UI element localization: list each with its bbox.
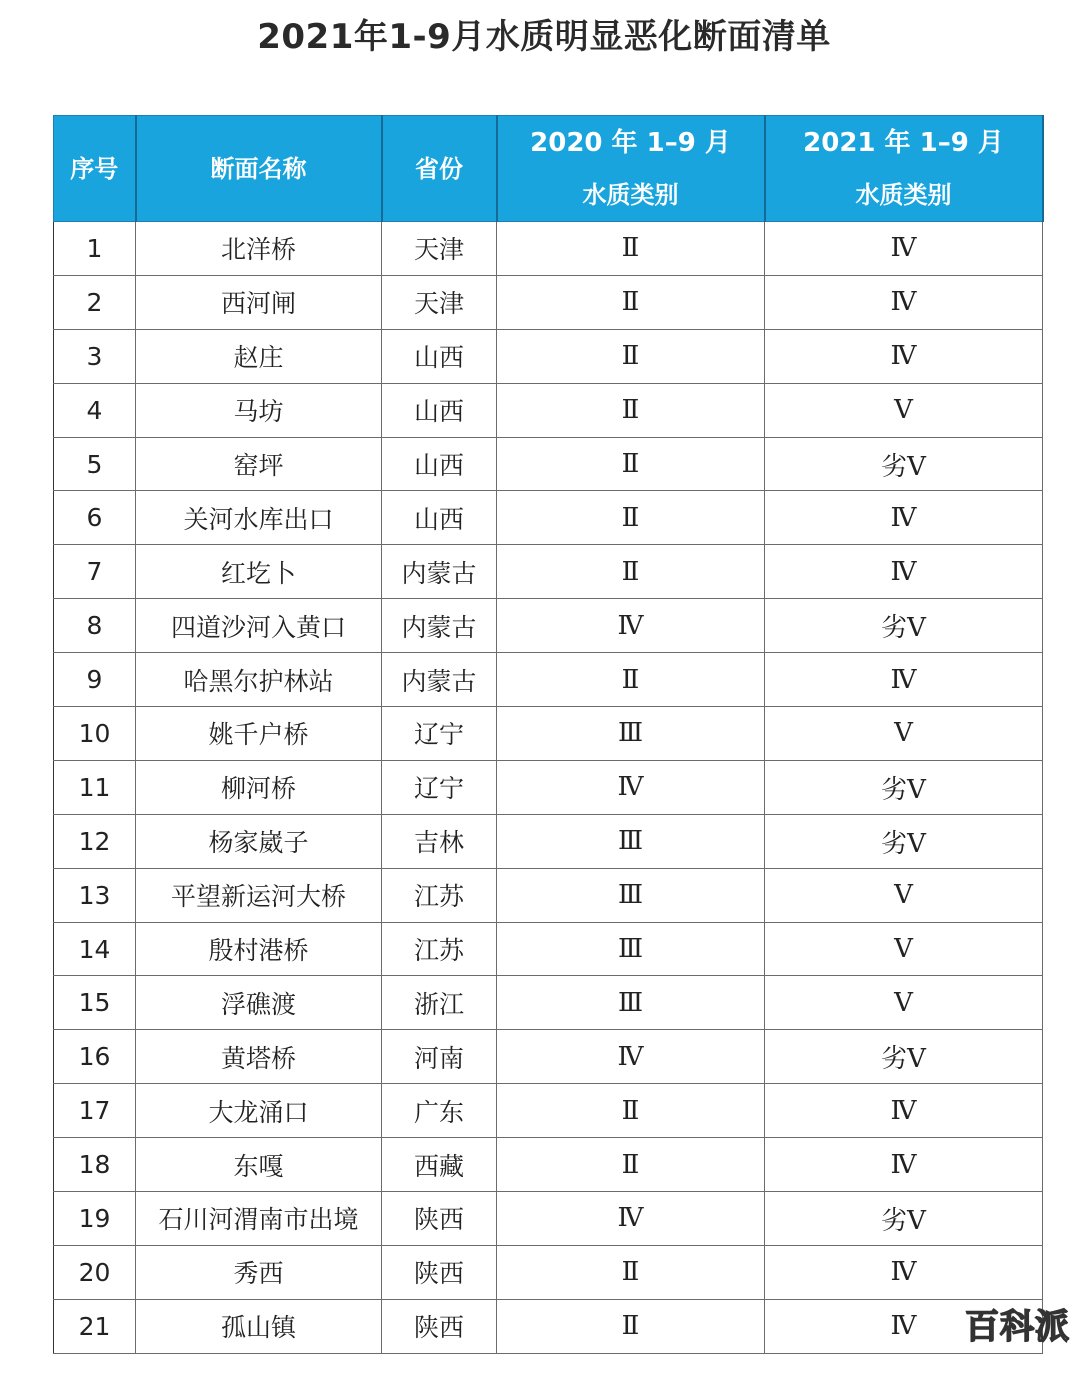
table-row <box>54 491 1043 545</box>
cell-no: 5 <box>54 437 136 491</box>
table-row <box>54 437 1043 491</box>
cell-no: 9 <box>54 653 136 707</box>
cell-section-name: 平望新运河大桥 <box>136 868 382 922</box>
table-header <box>54 116 1043 222</box>
cell-grade-2021: 劣Ⅴ <box>765 760 1043 814</box>
cell-province: 天津 <box>382 222 497 276</box>
table-row <box>54 1084 1043 1138</box>
table-row <box>54 814 1043 868</box>
cell-section-name: 柳河桥 <box>136 760 382 814</box>
header-2021-period: 2021 年 1–9 月 <box>803 127 1004 158</box>
cell-province: 吉林 <box>382 814 497 868</box>
table-row <box>54 653 1043 707</box>
cell-province: 陕西 <box>382 1245 497 1299</box>
cell-grade-2020: Ⅲ <box>497 814 765 868</box>
cell-grade-2021: Ⅳ <box>765 653 1043 707</box>
cell-grade-2020: Ⅲ <box>497 868 765 922</box>
cell-province: 内蒙古 <box>382 599 497 653</box>
table-row <box>54 222 1043 276</box>
cell-section-name: 石川河渭南市出境 <box>136 1192 382 1246</box>
cell-grade-2020: Ⅱ <box>497 1299 765 1353</box>
cell-grade-2021: Ⅳ <box>765 1245 1043 1299</box>
cell-province: 陕西 <box>382 1299 497 1353</box>
cell-grade-2020: Ⅱ <box>497 1084 765 1138</box>
cell-province: 山西 <box>382 383 497 437</box>
cell-grade-2021: Ⅳ <box>765 491 1043 545</box>
cell-grade-2021: Ⅳ <box>765 1299 1043 1353</box>
cell-grade-2021: Ⅳ <box>765 329 1043 383</box>
table-row <box>54 545 1043 599</box>
table-row <box>54 599 1043 653</box>
table-row <box>54 1299 1043 1353</box>
cell-section-name: 孤山镇 <box>136 1299 382 1353</box>
cell-no: 4 <box>54 383 136 437</box>
cell-grade-2020: Ⅱ <box>497 1138 765 1192</box>
cell-section-name: 黄塔桥 <box>136 1030 382 1084</box>
cell-grade-2021: Ⅴ <box>765 383 1043 437</box>
header-2021 <box>765 116 1043 222</box>
cell-no: 13 <box>54 868 136 922</box>
watermark-logo: 百科派 <box>965 1307 1070 1347</box>
header-province: 省份 <box>382 116 497 222</box>
cell-province: 河南 <box>382 1030 497 1084</box>
table-row <box>54 1138 1043 1192</box>
page-title: 2021年1-9月水质明显恶化断面清单 <box>257 17 831 57</box>
cell-no: 15 <box>54 976 136 1030</box>
cell-no: 16 <box>54 1030 136 1084</box>
cell-section-name: 殷村港桥 <box>136 922 382 976</box>
cell-province: 浙江 <box>382 976 497 1030</box>
cell-grade-2020: Ⅲ <box>497 707 765 761</box>
table-row <box>54 329 1043 383</box>
cell-grade-2021: 劣Ⅴ <box>765 1192 1043 1246</box>
table-row <box>54 1192 1043 1246</box>
cell-section-name: 马坊 <box>136 383 382 437</box>
cell-province: 辽宁 <box>382 707 497 761</box>
table-body <box>54 222 1043 1354</box>
cell-section-name: 四道沙河入黄口 <box>136 599 382 653</box>
cell-no: 20 <box>54 1245 136 1299</box>
cell-grade-2020: Ⅱ <box>497 653 765 707</box>
cell-province: 山西 <box>382 329 497 383</box>
cell-grade-2021: Ⅴ <box>765 707 1043 761</box>
cell-section-name: 秀西 <box>136 1245 382 1299</box>
cell-grade-2021: Ⅳ <box>765 1138 1043 1192</box>
cell-grade-2021: 劣Ⅴ <box>765 437 1043 491</box>
cell-no: 2 <box>54 275 136 329</box>
cell-no: 7 <box>54 545 136 599</box>
table-row <box>54 976 1043 1030</box>
cell-province: 内蒙古 <box>382 653 497 707</box>
cell-no: 1 <box>54 222 136 276</box>
cell-no: 17 <box>54 1084 136 1138</box>
cell-section-name: 杨家崴子 <box>136 814 382 868</box>
cell-grade-2020: Ⅱ <box>497 383 765 437</box>
cell-no: 21 <box>54 1299 136 1353</box>
table-row <box>54 922 1043 976</box>
cell-section-name: 赵庄 <box>136 329 382 383</box>
cell-no: 11 <box>54 760 136 814</box>
cell-section-name: 姚千户桥 <box>136 707 382 761</box>
table-row <box>54 275 1043 329</box>
cell-grade-2020: Ⅳ <box>497 1192 765 1246</box>
cell-no: 14 <box>54 922 136 976</box>
cell-grade-2021: Ⅴ <box>765 976 1043 1030</box>
header-2020-category: 水质类别 <box>582 180 679 209</box>
cell-section-name: 浮礁渡 <box>136 976 382 1030</box>
table-row <box>54 868 1043 922</box>
cell-grade-2021: Ⅴ <box>765 922 1043 976</box>
cell-grade-2020: Ⅳ <box>497 1030 765 1084</box>
cell-grade-2020: Ⅳ <box>497 760 765 814</box>
header-row <box>54 116 1043 222</box>
cell-grade-2020: Ⅱ <box>497 491 765 545</box>
cell-province: 内蒙古 <box>382 545 497 599</box>
cell-no: 10 <box>54 707 136 761</box>
cell-province: 山西 <box>382 491 497 545</box>
cell-grade-2021: Ⅳ <box>765 1084 1043 1138</box>
cell-grade-2021: Ⅴ <box>765 868 1043 922</box>
cell-section-name: 大龙涌口 <box>136 1084 382 1138</box>
cell-province: 江苏 <box>382 922 497 976</box>
table-row <box>54 707 1043 761</box>
cell-section-name: 西河闸 <box>136 275 382 329</box>
cell-grade-2020: Ⅱ <box>497 1245 765 1299</box>
header-name: 断面名称 <box>136 116 382 222</box>
cell-province: 天津 <box>382 275 497 329</box>
cell-province: 江苏 <box>382 868 497 922</box>
cell-grade-2020: Ⅱ <box>497 329 765 383</box>
cell-no: 3 <box>54 329 136 383</box>
cell-no: 18 <box>54 1138 136 1192</box>
cell-section-name: 关河水库出口 <box>136 491 382 545</box>
cell-no: 6 <box>54 491 136 545</box>
cell-grade-2021: Ⅳ <box>765 275 1043 329</box>
cell-grade-2020: Ⅱ <box>497 545 765 599</box>
cell-grade-2021: 劣Ⅴ <box>765 1030 1043 1084</box>
cell-no: 19 <box>54 1192 136 1246</box>
cell-grade-2021: Ⅳ <box>765 545 1043 599</box>
header-2021-category: 水质类别 <box>855 180 952 209</box>
header-2020 <box>497 116 765 222</box>
cell-grade-2020: Ⅳ <box>497 599 765 653</box>
table-row <box>54 1245 1043 1299</box>
table-row <box>54 1030 1043 1084</box>
cell-section-name: 北洋桥 <box>136 222 382 276</box>
cell-section-name: 哈黑尔护林站 <box>136 653 382 707</box>
cell-grade-2021: Ⅳ <box>765 222 1043 276</box>
cell-section-name: 红圪卜 <box>136 545 382 599</box>
cell-province: 山西 <box>382 437 497 491</box>
cell-grade-2020: Ⅱ <box>497 275 765 329</box>
sections-table <box>53 115 1044 1354</box>
table-row <box>54 383 1043 437</box>
table-row <box>54 760 1043 814</box>
cell-grade-2020: Ⅲ <box>497 922 765 976</box>
cell-province: 陕西 <box>382 1192 497 1246</box>
header-2020-period: 2020 年 1–9 月 <box>530 127 731 158</box>
cell-grade-2020: Ⅱ <box>497 222 765 276</box>
cell-grade-2020: Ⅱ <box>497 437 765 491</box>
cell-grade-2020: Ⅲ <box>497 976 765 1030</box>
cell-section-name: 东嘎 <box>136 1138 382 1192</box>
cell-province: 广东 <box>382 1084 497 1138</box>
cell-grade-2021: 劣Ⅴ <box>765 814 1043 868</box>
cell-province: 辽宁 <box>382 760 497 814</box>
cell-no: 12 <box>54 814 136 868</box>
cell-province: 西藏 <box>382 1138 497 1192</box>
cell-grade-2021: 劣Ⅴ <box>765 599 1043 653</box>
cell-no: 8 <box>54 599 136 653</box>
header-no: 序号 <box>54 116 136 222</box>
cell-section-name: 窑坪 <box>136 437 382 491</box>
